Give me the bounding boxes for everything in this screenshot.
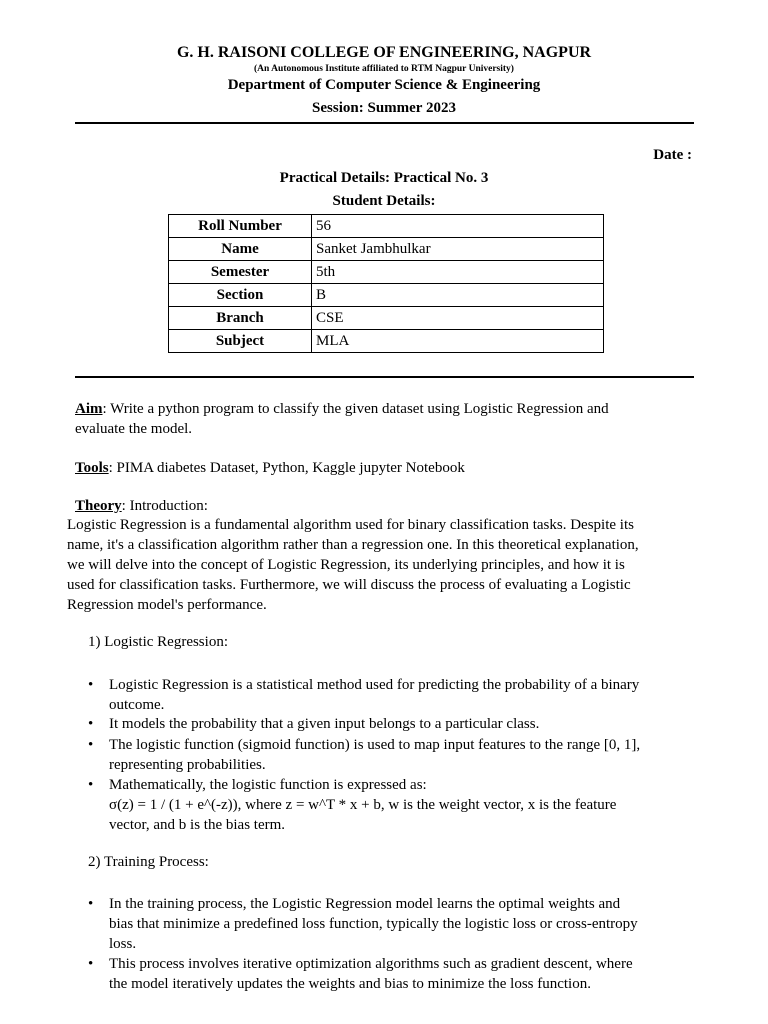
- table-row: [169, 307, 604, 330]
- table-label-cell: Section: [169, 284, 312, 307]
- tools-text: : PIMA diabetes Dataset, Python, Kaggle jupyter Notebook: [108, 460, 465, 476]
- table-value-cell: MLA: [312, 330, 604, 353]
- bullet-icon: •: [88, 956, 94, 972]
- theory-intro-label: : Introduction:: [121, 498, 208, 514]
- list-item-line: In the training process, the Logistic Regression model learns the optimal weights and: [109, 896, 621, 912]
- table-value-cell: B: [312, 284, 604, 307]
- list-item-line: representing probabilities.: [109, 757, 266, 773]
- table-row: [169, 215, 604, 238]
- paragraph-line: we will delve into the concept of Logistic Regression, its underlying principles, and how it is: [67, 557, 625, 573]
- theory-label: Theory: [75, 498, 122, 514]
- department-name: Department of Computer Science & Engineering: [227, 77, 541, 93]
- aim-text: : Write a python program to classify the given dataset using Logistic Regression and: [102, 401, 609, 417]
- theory-intro-paragraph: [67, 515, 707, 615]
- paragraph-line: used for classification tasks. Furthermore, we will discuss the process of evaluating a Logistic: [67, 577, 631, 593]
- table-row: [169, 330, 604, 353]
- aim-label: Aim: [75, 401, 103, 417]
- list-item-line: The logistic function (sigmoid function) is used to map input features to the range [0, 1],: [109, 737, 641, 753]
- table-label-cell: Name: [169, 238, 312, 261]
- section-2-heading: 2) Training Process:: [88, 854, 209, 870]
- session-label: Session: Summer 2023: [312, 100, 456, 116]
- date-label: Date :: [653, 147, 692, 163]
- list-item-line: Logistic Regression is a statistical method used for predicting the probability of a binary: [109, 677, 640, 693]
- table-row: [169, 261, 604, 284]
- table-divider: [75, 376, 694, 378]
- table-value-cell: 5th: [312, 261, 604, 284]
- section-1-heading: 1) Logistic Regression:: [88, 634, 228, 650]
- tools-section: [75, 458, 705, 478]
- table-label-cell: Branch: [169, 307, 312, 330]
- paragraph-line: Logistic Regression is a fundamental algorithm used for binary classification tasks. Despite its: [67, 517, 634, 533]
- bullet-icon: •: [88, 896, 94, 912]
- list-item-line: Mathematically, the logistic function is expressed as:: [109, 777, 427, 793]
- list-item-line: σ(z) = 1 / (1 + e^(-z)), where z = w^T * x + b, w is the weight vector, x is the feature: [109, 797, 617, 813]
- theory-heading: [75, 496, 705, 516]
- header-divider: [75, 122, 694, 124]
- bullet-icon: •: [88, 777, 94, 793]
- list-item-line: outcome.: [109, 697, 165, 713]
- table-label-cell: Semester: [169, 261, 312, 284]
- college-name: G. H. RAISONI COLLEGE OF ENGINEERING, NAGPUR: [176, 44, 592, 61]
- table-value-cell: Sanket Jambhulkar: [312, 238, 604, 261]
- table-label-cell: Subject: [169, 330, 312, 353]
- bullet-icon: •: [88, 716, 94, 732]
- list-item-line: vector, and b is the bias term.: [109, 817, 286, 833]
- table-label-cell: Roll Number: [169, 215, 312, 238]
- practical-title: Practical Details: Practical No. 3: [279, 170, 489, 186]
- student-details-title: Student Details:: [332, 193, 436, 209]
- bullet-icon: •: [88, 677, 94, 693]
- list-item-line: loss.: [109, 936, 137, 952]
- list-item-line: the model iteratively updates the weights and bias to minimize the loss function.: [109, 976, 591, 992]
- list-item-line: This process involves iterative optimization algorithms such as gradient descent, where: [109, 956, 633, 972]
- table-value-cell: CSE: [312, 307, 604, 330]
- table-row: [169, 238, 604, 261]
- paragraph-line: Regression model's performance.: [67, 597, 267, 613]
- tools-label: Tools: [75, 460, 109, 476]
- list-item-line: It models the probability that a given input belongs to a particular class.: [109, 716, 540, 732]
- college-affiliation: (An Autonomous Institute affiliated to RTM Nagpur University): [254, 64, 514, 74]
- paragraph-line: name, it's a classification algorithm rather than a regression one. In this theoretical explanation,: [67, 537, 639, 553]
- bullet-icon: •: [88, 737, 94, 753]
- student-details-table: [168, 214, 604, 353]
- table-row: [169, 284, 604, 307]
- aim-text-continued: evaluate the model.: [75, 421, 193, 437]
- table-value-cell: 56: [312, 215, 604, 238]
- aim-section: [75, 399, 705, 439]
- list-item-line: bias that minimize a predefined loss function, typically the logistic loss or cross-entropy: [109, 916, 638, 932]
